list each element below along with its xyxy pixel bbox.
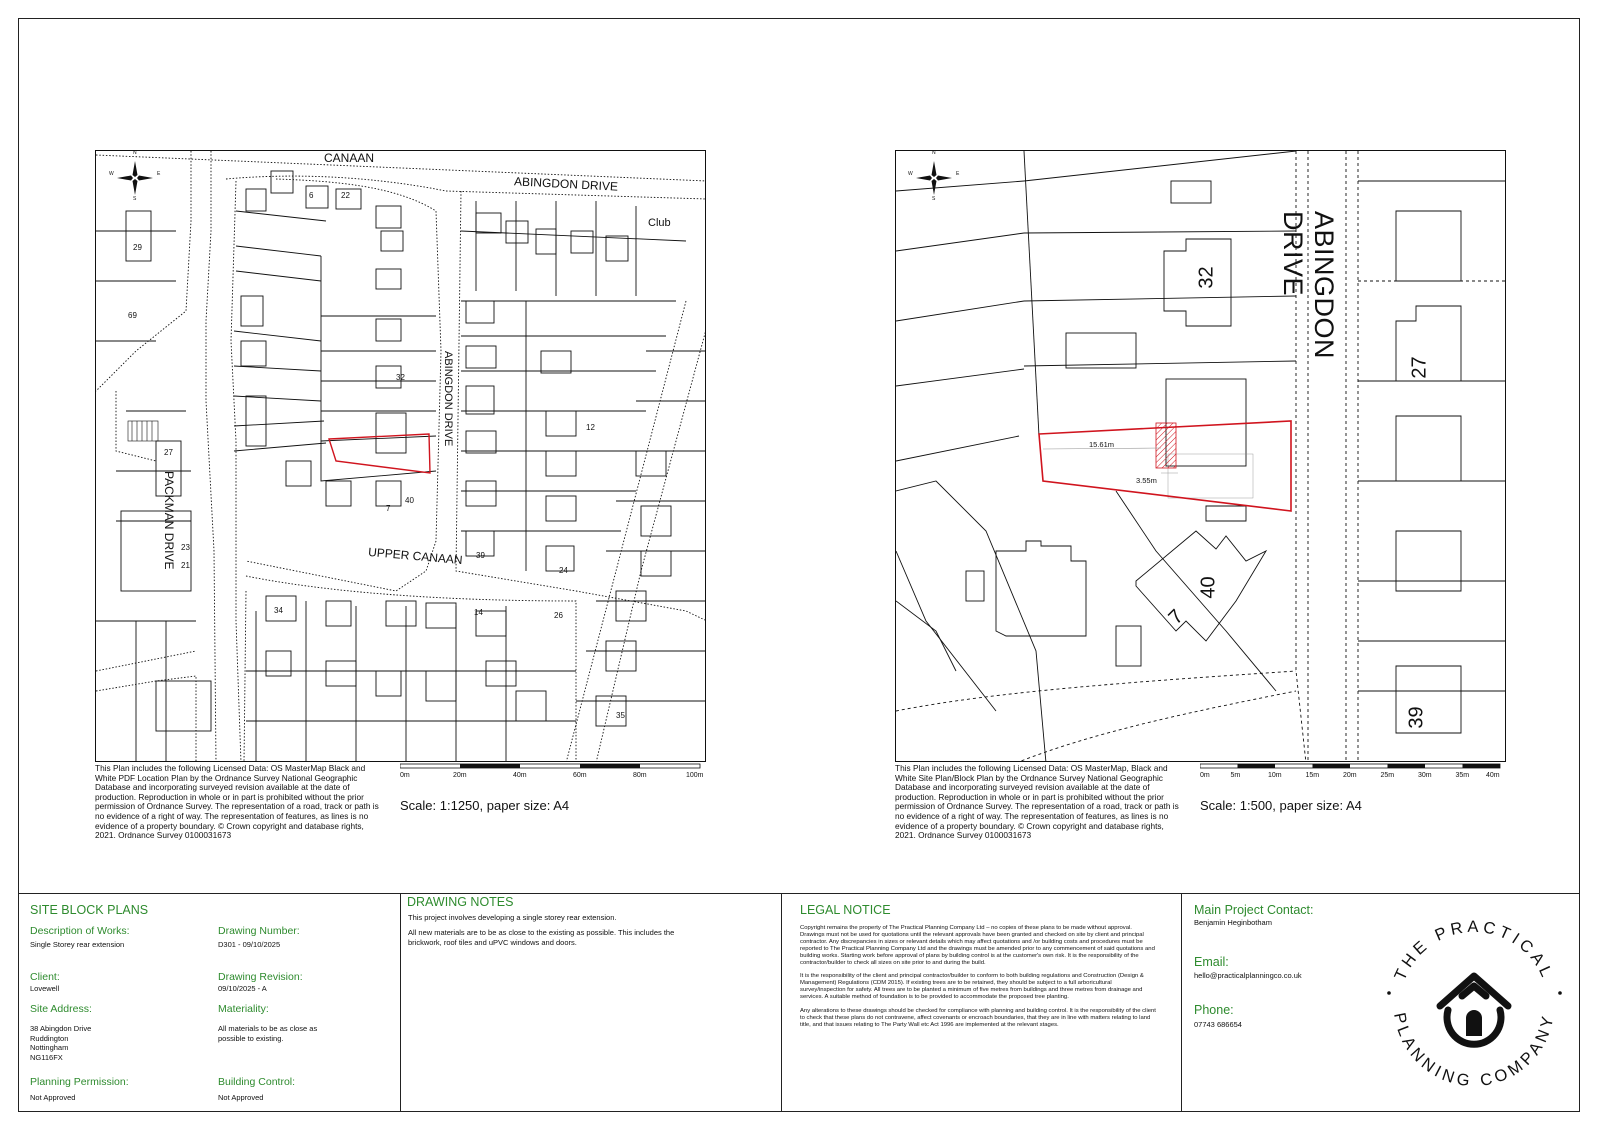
scale-tick-label: 30m — [1418, 772, 1432, 779]
scale-tick-label: 20m — [453, 772, 467, 779]
dimension-label: 3.55m — [1136, 476, 1157, 485]
legal-paragraph-1: Copyright remains the property of The Practical Planning Company Ltd – no copies of these plans to be made without approval. Drawings must not be used for quotations until the relevant approvals have been granted and checked on site by client and principal contractor. Any discrepancies in sizes or relevant details which may affect quotations and /or building costs and procedures must be reported to The Practical Planning Company Ltd and the drawings must be amended prior to any commencement of said quotations and building works. Starting work before approval of plans by building control is at the customer's own risk. It is the responsibility of the contractor/builder to check all sizes on site prior to and during the build. — [800, 925, 1155, 966]
house-number-32: 32 — [1195, 266, 1218, 289]
compass-letter: W — [109, 171, 114, 177]
block-scale-text: Scale: 1:500, paper size: A4 — [1200, 798, 1362, 813]
compass-letter: S — [133, 196, 137, 202]
location-plan-map — [95, 150, 706, 762]
compass-letter: N — [932, 150, 936, 156]
road-label-abingdon-top: ABINGDON DRIVE — [513, 174, 619, 194]
scale-tick-label: 80m — [633, 772, 647, 779]
block-plan-map — [895, 150, 1506, 762]
block-plan-licence: This Plan includes the following Licensed Data: OS MasterMap, Black and White Site Plan/Block Plan by the Ordnance Survey National Geographic Database and incorporating surveyed revision available at the date of production. Reproduction in whole or in part is prohibited without the prior permission of Ordnance Survey. The representation of a road, track or path is no evidence of a right of way. The representation of features, as lines is no evidence of a property boundary. © Crown copyright and database rights, 2021. Ordnance Survey 0100031673 — [895, 763, 1179, 841]
road-label-canaan: CANAAN — [324, 151, 375, 165]
client-value: Lovewell — [30, 984, 60, 993]
legal-notice-heading: LEGAL NOTICE — [800, 903, 891, 917]
road-label-packman: PACKMAN DRIVE — [162, 471, 176, 570]
house-number: 24 — [559, 566, 568, 575]
scale-tick-label: 25m — [1380, 772, 1395, 779]
location-scale-text: Scale: 1:1250, paper size: A4 — [400, 798, 570, 813]
house-number-39: 39 — [1405, 706, 1428, 729]
house-number: 14 — [474, 608, 483, 617]
location-plan-drawing — [96, 151, 706, 762]
drawing-number-label: Drawing Number: — [218, 925, 300, 937]
email-value[interactable]: hello@practicalplanningco.co.uk — [1194, 971, 1302, 980]
compass-letter: W — [908, 171, 913, 177]
scale-tick-label: 15m — [1305, 772, 1320, 779]
scale-tick-label: 100m — [686, 772, 704, 779]
house-number-40: 40 — [1197, 576, 1220, 599]
legal-notice-text — [800, 925, 1156, 1036]
block-road-label: ABINGDON DRIVE — [1278, 211, 1339, 360]
drawing-notes-heading: DRAWING NOTES — [407, 895, 514, 909]
legal-paragraph-3: Any alterations to these drawings should be checked for compliance with planning and building control. It is the responsibility of the client to check that these plans do not contravene, affect covenants or encroach boundaries, that they are in line with matters relating to land title, and that issues relating to The Party Wall etc Act 1996 are implemented at the relevant stages. — [800, 1008, 1156, 1028]
scale-tick-label: 60m — [573, 772, 587, 779]
planning-permission-value: Not Approved — [30, 1093, 76, 1102]
email-label: Email: — [1194, 955, 1229, 969]
drawing-revision-value: 09/10/2025 - A — [218, 984, 267, 993]
location-scale-bar — [400, 763, 705, 771]
legal-notice-panel — [782, 893, 1182, 1112]
drawing-notes-line-1: This project involves developing a single storey rear extension. — [408, 913, 617, 922]
logo-text-top: THE PRACTICAL — [1391, 917, 1557, 984]
location-plan-licence: This Plan includes the following Licensed Data: OS MasterMap Black and White PDF Location Plan by the Ordnance Survey National Geographic Database and incorporating surveyed revision available at the date of production. Reproduction in whole or in part is prohibited without the prior permission of Ordnance Survey. The representation of a road, track or path is no evidence of a right of way. The representation of features, as lines is no evidence of a property boundary. © Crown copyright and database rights, 2021. Ordnance Survey 0100031673 — [95, 763, 379, 841]
scale-tick-label: 20m — [1343, 772, 1357, 779]
scale-tick-label: 0m — [1200, 772, 1210, 779]
compass-letter: E — [157, 171, 161, 177]
block-scale-bar — [1200, 763, 1505, 771]
contact-panel — [1182, 893, 1580, 1112]
scale-tick-label: 10m — [1268, 772, 1282, 779]
phone-label: Phone: — [1194, 1003, 1234, 1017]
block-plan-drawing — [896, 151, 1506, 762]
house-number: 40 — [405, 496, 414, 505]
drawing-notes-line-2: All new materials are to be as close to the existing as possible. This includes the brickwork, roof tiles and uPVC windows and doors. — [408, 928, 675, 947]
house-number: 23 — [181, 543, 190, 552]
main-contact-value: Benjamin Heginbotham — [1194, 918, 1272, 927]
phone-value[interactable]: 07743 686654 — [1194, 1020, 1242, 1029]
description-label: Description of Works: — [30, 925, 130, 937]
club-label: Club — [648, 217, 671, 229]
building-control-value: Not Approved — [218, 1093, 264, 1102]
dimension-label: 15.61m — [1089, 440, 1115, 449]
legal-paragraph-2: It is the responsibility of the client and principal contractor/builder to conform to both building regulations and Construction (Design & Management) Regulations (CDM 2015). If existing trees are to be retained, they should be subject to a full arboricultural survey/inspection for safety. All trees are to be planted a minimum of five metres from buildings and three metres from drainage and services. A suitable method of foundation is to be provided to accommodate the proposed tree planting. — [800, 973, 1144, 1001]
site-address-label: Site Address: — [30, 1003, 92, 1015]
description-value: Single Storey rear extension — [30, 940, 125, 949]
compass-icon — [113, 158, 157, 198]
compass-letter: E — [956, 171, 960, 177]
house-number: 6 — [309, 191, 314, 200]
drawing-number-value: D301 - 09/10/2025 — [218, 940, 281, 949]
house-number: 26 — [554, 611, 563, 620]
house-number: 12 — [586, 423, 595, 432]
planning-permission-label: Planning Permission: — [30, 1076, 129, 1088]
drawing-revision-label: Drawing Revision: — [218, 971, 303, 983]
house-number: 32 — [396, 373, 405, 382]
house-number: 34 — [274, 606, 283, 615]
scale-tick-label: 40m — [513, 772, 527, 779]
scale-tick-label: 5m — [1230, 772, 1241, 779]
client-label: Client: — [30, 971, 60, 983]
site-address-value: 38 Abingdon Drive Ruddington Nottingham NG116FX — [30, 1024, 92, 1062]
house-number: 29 — [133, 243, 142, 252]
drawing-notes-panel — [401, 893, 782, 1112]
house-number: 7 — [386, 504, 391, 513]
house-number: 27 — [164, 448, 173, 457]
road-label-abingdon-vertical: ABINGDON DRIVE — [442, 351, 454, 447]
building-control-label: Building Control: — [218, 1076, 296, 1088]
house-number-27: 27 — [1408, 356, 1431, 379]
company-logo — [1382, 898, 1572, 1108]
house-number: 39 — [476, 551, 485, 560]
house-number-7: 7 — [1164, 605, 1188, 629]
materiality-value: All materials to be as close as possible to existing. — [218, 1024, 318, 1043]
materiality-label: Materiality: — [218, 1003, 269, 1015]
compass-letter: S — [932, 196, 936, 202]
main-contact-label: Main Project Contact: — [1194, 903, 1314, 917]
house-number: 35 — [616, 711, 625, 720]
house-number: 21 — [181, 561, 190, 570]
scale-tick-label: 0m — [400, 772, 410, 779]
scale-tick-label: 35m — [1455, 772, 1470, 779]
site-info-panel — [18, 893, 401, 1112]
house-number: 69 — [128, 311, 137, 320]
compass-letter: N — [133, 150, 137, 156]
compass-icon — [912, 158, 956, 198]
house-number: 22 — [341, 191, 350, 200]
road-label-upper-canaan: UPPER CANAAN — [367, 544, 464, 568]
sheet-title: SITE BLOCK PLANS — [30, 903, 149, 917]
logo-text-bottom: PLANNING COMPANY — [1390, 1011, 1558, 1091]
scale-tick-label: 40m — [1486, 772, 1500, 779]
